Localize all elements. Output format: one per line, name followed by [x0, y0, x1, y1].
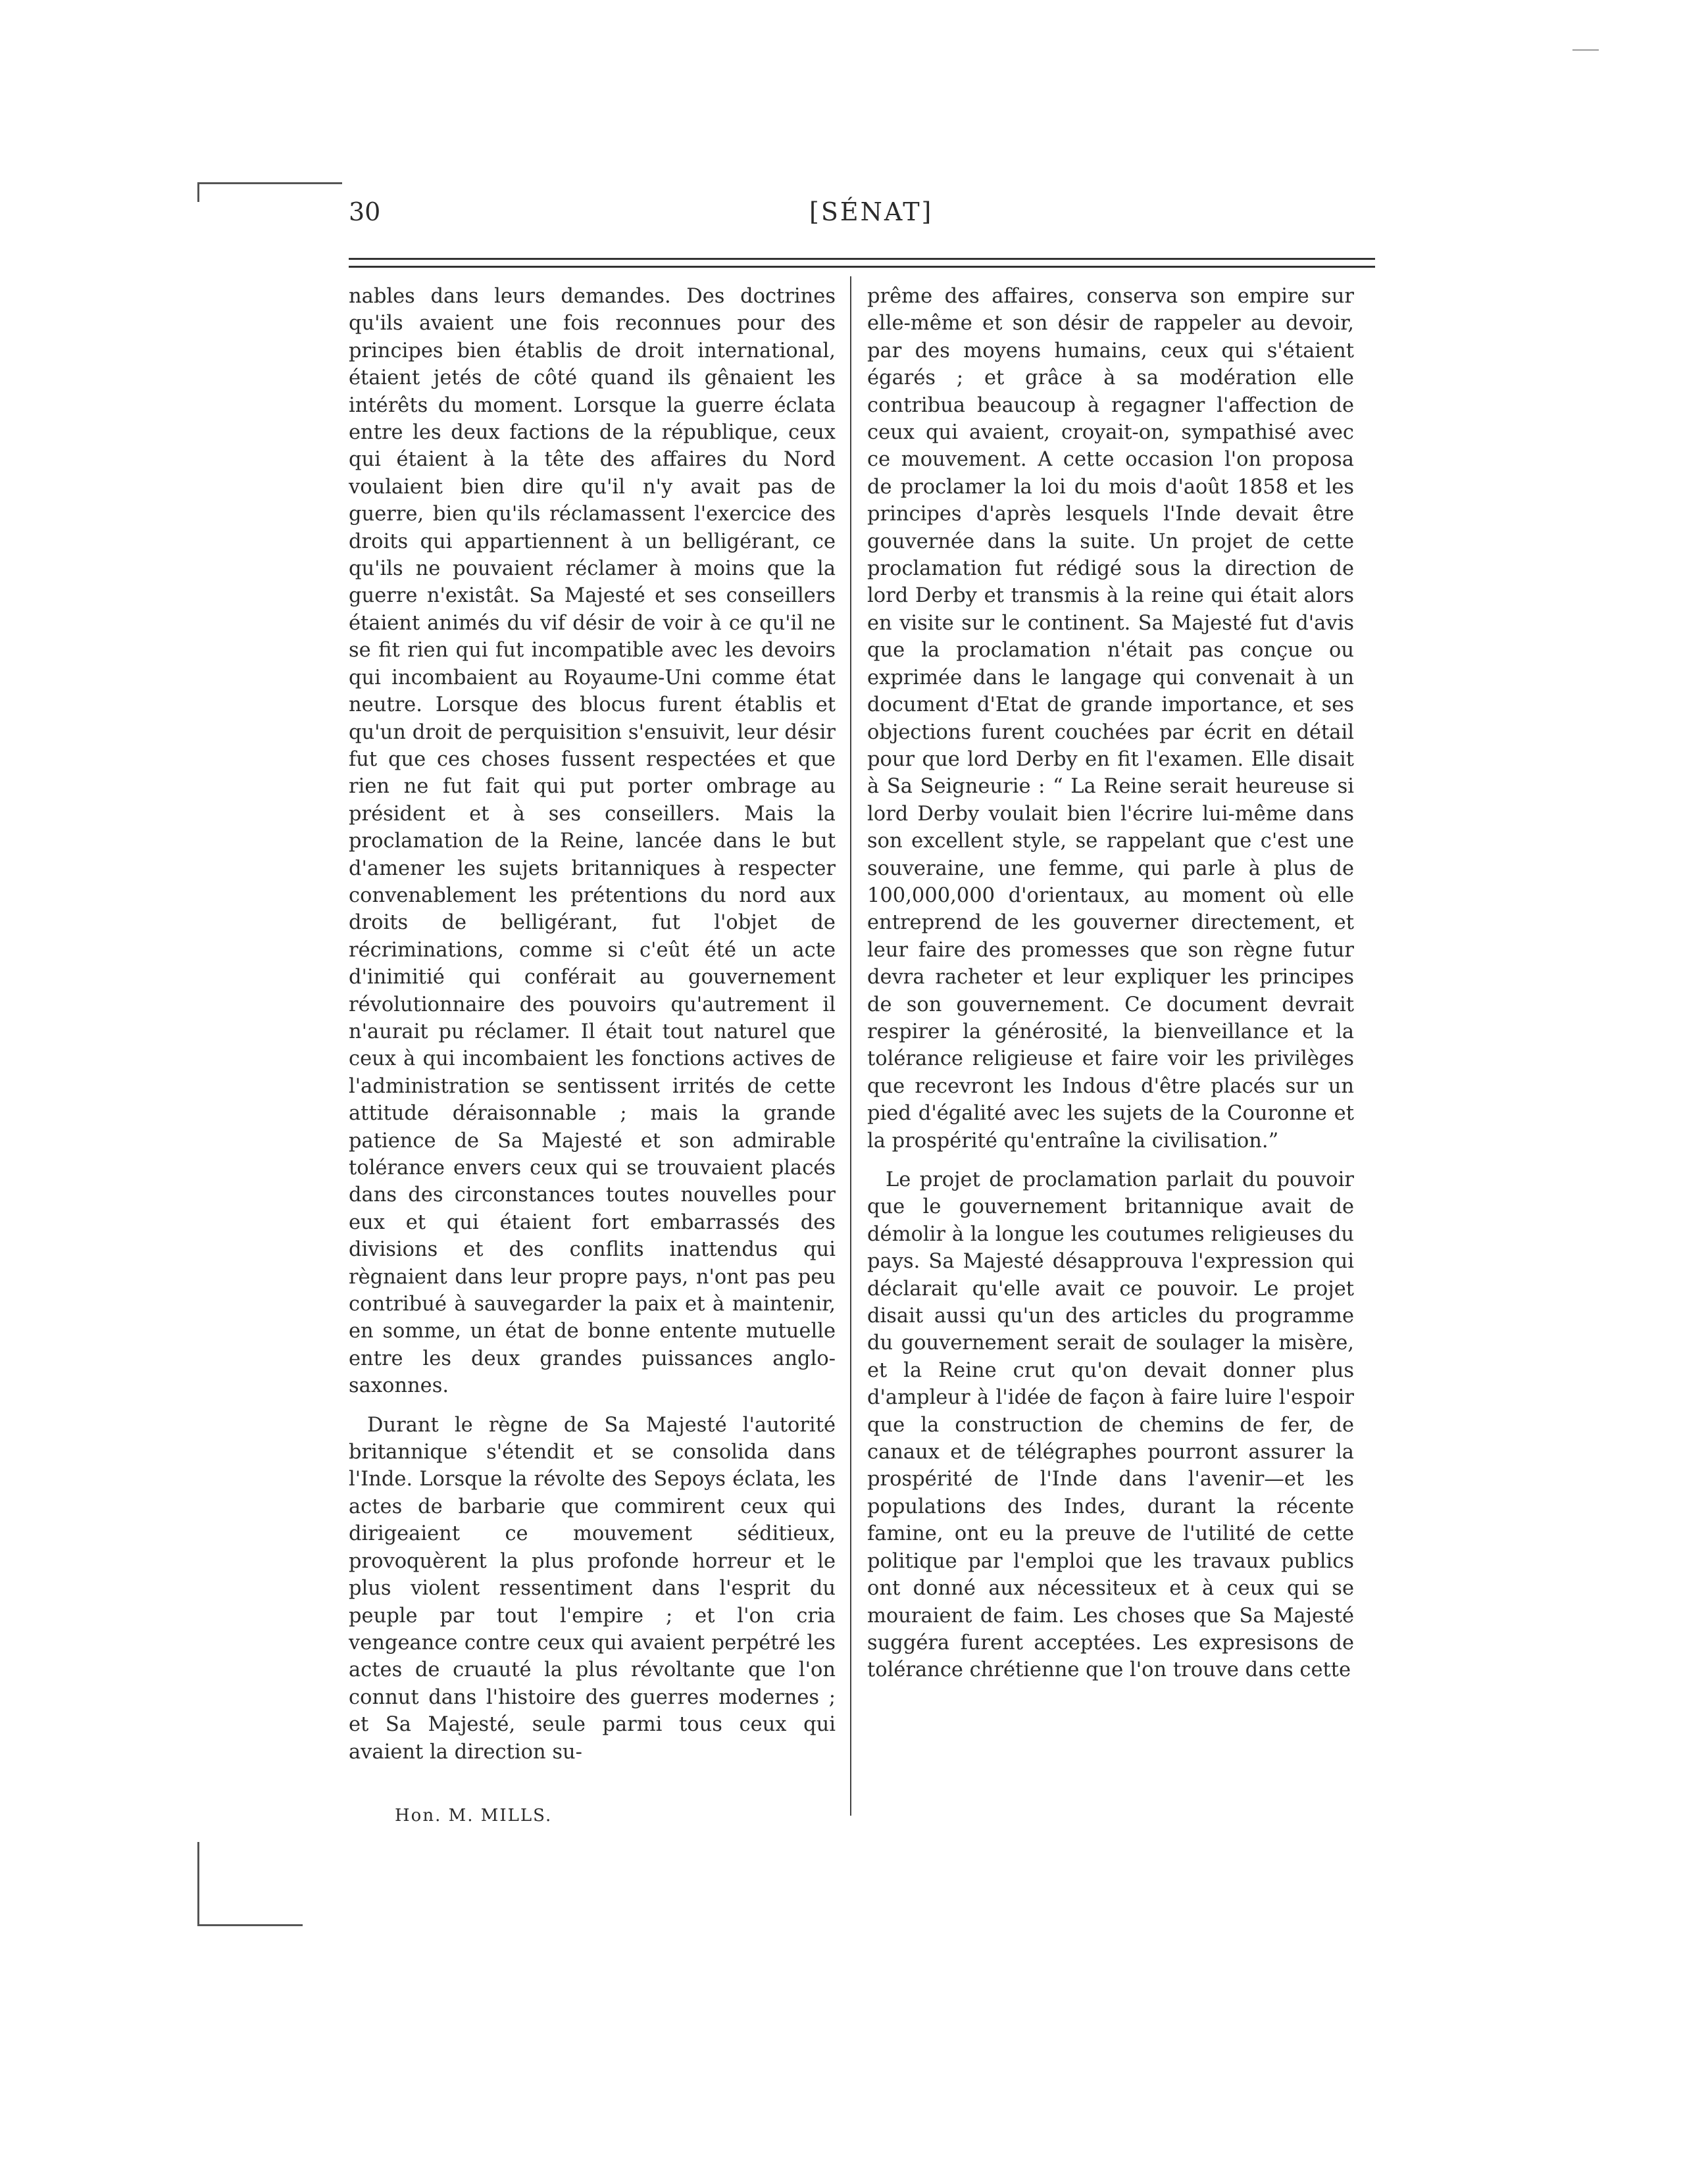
page-header: [349, 197, 1375, 237]
paragraph: Durant le règne de Sa Majesté l'autorité britannique s'étendit et se consolida dans l'Inde. Lorsque la révolte des Sepoys éclata, les actes de barbarie que commirent ceux qui dirigeaient ce mouvement séditieux, provoquèrent la plus profonde horreur et le plus violent ressentiment dans l'esprit du peuple par tout l'empire ; et l'on cria vengeance contre ceux qui avaient perpétré les actes de cruauté la plus révoltante que l'on connut dans l'histoire des guerres modernes ; et Sa Majesté, seule parmi tous ceux qui avaient la direction su-: [349, 1413, 836, 1764]
scan-crop-mark-bottom-vertical: [197, 1842, 199, 1926]
scan-crop-mark-top: [197, 182, 342, 184]
paragraph: prême des affaires, conserva son empire sur elle-même et son désir de rappeler au devoir, par des moyens humains, ceux qui s'étaient égarés ; et grâce à sa modération elle contribua beaucoup à regagner l'affection de ceux qui avaient, croyait-on, sympathisé avec ce mouvement. A cette occasion l'on proposa de proclamer la loi du mois d'août 1858 et les principes d'après lesquels l'Inde devait être gouvernée dans la suite. Un projet de cette proclamation fut rédigé sous la direction de lord Derby et transmis à la reine qui était alors en visite sur le continent. Sa Majesté fut d'avis que la proclamation n'était pas conçue ou exprimée dans le langage qui convenait à un document d'Etat de grande importance, et ses objections furent couchées par écrit en détail pour que lord Derby en fit l'examen. Elle disait à Sa Seigneurie : “ La Reine serait heureuse si lord Derby voulait bien l'écrire lui-même dans son excellent style, se rappelant que c'est une souveraine, une femme, qui parle à plus de 100,000,000 d'orientaux, au moment où elle entreprend de les gouverner directement, et leur faire des promesses que son règne futur devra racheter et leur expliquer les principes de son gouvernement. Ce document devrait respirer la générosité, la bienveillance et la tolérance religieuse et faire voir les privilèges que recevront les Indous d'être placés sur un pied d'égalité avec les sujets de la Couronne et la prospérité qu'entraîne la civilisation.”: [867, 285, 1354, 1153]
scan-crop-mark-bottom: [197, 1924, 303, 1926]
header-rule-bottom: [349, 266, 1375, 268]
column-divider: [850, 276, 851, 1816]
running-head: [SÉNAT]: [809, 197, 934, 226]
scan-edge-mark: [1572, 49, 1599, 51]
page-number: 30: [349, 197, 381, 226]
speaker-footer: Hon. M. MILLS.: [395, 1806, 553, 1826]
header-rule-top: [349, 258, 1375, 260]
scan-crop-mark-top-vertical: [197, 182, 199, 202]
paragraph: Le projet de proclamation parlait du pouvoir que le gouvernement britannique avait de démolir à la longue les coutumes religieuses du pays. Sa Majesté désapprouva l'expression qui déclarait qu'elle avait ce pouvoir. Le projet disait aussi qu'un des articles du programme du gouvernement serait de soulager la misère, et la Reine crut qu'on devait donner plus d'ampleur à l'idée de façon à faire luire l'espoir que la construction de chemins de fer, de canaux et de télégraphes pourront assurer la prospérité de l'Inde dans l'avenir—et les populations des Indes, durant la récente famine, ont eu la preuve de l'utilité de cette politique par l'emploi que les travaux publics ont donné aux nécessiteux et à ceux qui se mouraient de faim. Les choses que Sa Majesté suggéra furent acceptées. Les expresisons de tolérance chrétienne que l'on trouve dans cette: [867, 1168, 1354, 1682]
text-column-left: [349, 283, 836, 1766]
text-column-right: [867, 283, 1354, 1684]
paragraph: nables dans leurs demandes. Des doctrines qu'ils avaient une fois reconnues pour des principes bien établis de droit international, étaient jetés de côté quand ils gênaient les intérêts du moment. Lorsque la guerre éclata entre les deux factions de la république, ceux qui étaient à la tête des affaires du Nord voulaient bien dire qu'il n'y avait pas de guerre, bien qu'ils réclamassent l'exercice des droits qui appartiennent à un belligérant, ce qu'ils ne pouvaient réclamer à moins que la guerre n'existât. Sa Majesté et ses conseillers étaient animés du vif désir de voir à ce qu'il ne se fit rien qui fut incompatible avec les devoirs qui incombaient au Royaume-Uni comme état neutre. Lorsque des blocus furent établis et qu'un droit de perquisition s'ensuivit, leur désir fut que ces choses fussent respectées et que rien ne fut fait qui put porter ombrage au président et à ses conseillers. Mais la proclamation de la Reine, lancée dans le but d'amener les sujets britanniques à respecter convenablement les prétentions du nord aux droits de belligérant, fut l'objet de récriminations, comme si c'eût été un acte d'inimitié qui conférait au gouvernement révolutionnaire des pouvoirs qu'autrement il n'aurait pu réclamer. Il était tout naturel que ceux à qui incombaient les fonctions actives de l'administration se sentissent irrités de cette attitude déraisonnable ; mais la grande patience de Sa Majesté et son admirable tolérance envers ceux qui se trouvaient placés dans des circonstances toutes nouvelles pour eux et qui étaient fort embarrassés des divisions et des conflits inattendus qui règnaient dans leur propre pays, n'ont pas peu contribué à sauvegarder la paix et à maintenir, en somme, un état de bonne entente mutuelle entre les deux grandes puissances anglo-saxonnes.: [349, 285, 836, 1398]
